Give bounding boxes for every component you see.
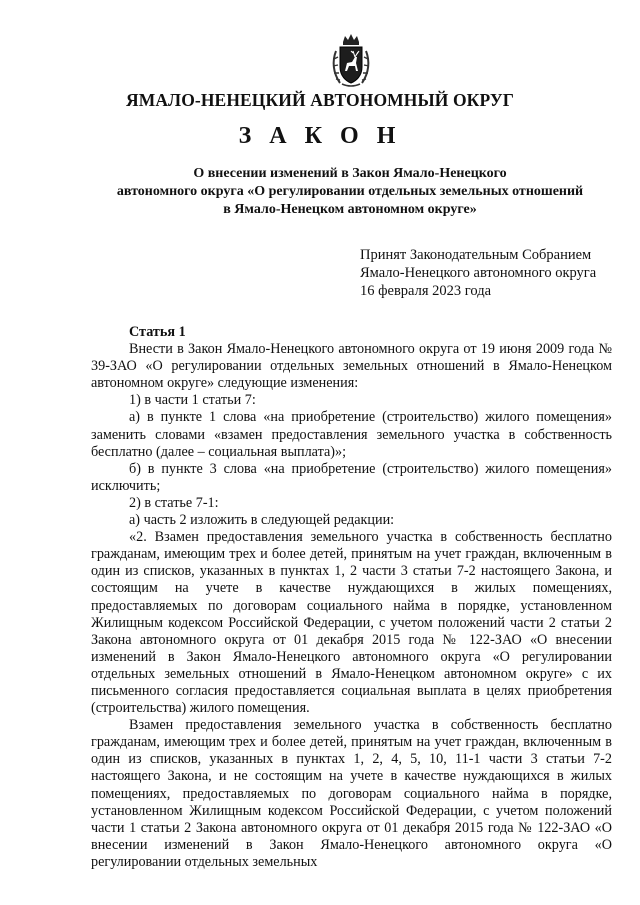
coat-of-arms-icon <box>330 33 372 89</box>
law-subject <box>70 165 630 219</box>
adoption-line: Принят Законодательным Собранием <box>360 247 592 263</box>
subject-line: в Ямало-Ненецком автономном округе» <box>223 202 477 217</box>
subject-line: О внесении изменений в Закон Ямало-Ненецкого <box>193 166 507 181</box>
paragraph: «2. Взамен предоставления земельного участка в собственность бесплатно гражданам, имеющим трех и более детей, принятым на учет граждан, включенным в один из списков, указанных в пунктах 1, 2 части 3 статьи 7-2 настоящего Закона, и состоящим на учете в качестве нуждающихся в жилых помещениях, предоставляемых по договорам социального найма в порядке, установленном Жилищным кодексом Российской Федерации, с учетом положений части 2 статьи 2 Закона автономного округа от 01 декабря 2015 года № 122-ЗАО «О внесении изменений в Закон Ямало-Ненецкого автономного округа «О регулировании отдельных земельных отношений в Ямало-Ненецком автономном округе» с их письменного согласия предоставляется социальная выплата в целях приобретения (строительства) жилого помещения. <box>91 529 612 717</box>
subject-line: автономного округа «О регулировании отдельных земельных отношений <box>116 184 584 199</box>
paragraph: Внести в Закон Ямало-Ненецкого автономного округа от 19 июня 2009 года № 39-ЗАО «О регулировании отдельных земельных отношений в Ямало-Ненецком автономном округе» следующие изменения: <box>91 341 612 392</box>
article-body <box>91 324 612 871</box>
paragraph: Взамен предоставления земельного участка в собственность бесплатно гражданам, имеющим трех и более детей, принятым на учет граждан, включенным в один из списков, указанных в пунктах 1, 2, 4, 5, 10, 11-1 части 3 статьи 7-2 настоящего Закона, и не состоящим на учете в качестве нуждающихся в жилых помещениях, предоставляемых по договорам социального найма в порядке, установленном Жилищным кодексом Российской Федерации, с учетом положений части 1 статьи 2 Закона автономного округа от 01 декабря 2015 года № 122-ЗАО «О внесении изменений в Закон Ямало-Ненецкого автономного округа «О регулировании отдельных земельных <box>91 717 612 870</box>
paragraph: а) в пункте 1 слова «на приобретение (строительство) жилого помещения» заменить словами «взамен предоставления земельного участка в собственность бесплатно (далее – социальная выплата)»; <box>91 409 612 460</box>
region-title: ЯМАЛО-НЕНЕЦКИЙ АВТОНОМНЫЙ ОКРУГ <box>125 90 515 110</box>
adoption-line: Ямало-Ненецкого автономного округа <box>360 265 597 281</box>
paragraph: 1) в части 1 статьи 7: <box>129 392 256 409</box>
adoption-date: 16 февраля 2023 года <box>360 283 492 299</box>
document-type-title: З А К О Н <box>238 123 402 149</box>
paragraph: б) в пункте 3 слова «на приобретение (строительство) жилого помещения» исключить; <box>91 460 612 494</box>
paragraph: 2) в статье 7-1: <box>129 494 219 511</box>
adoption-note <box>360 246 596 300</box>
paragraph: а) часть 2 изложить в следующей редакции: <box>129 512 395 529</box>
article-title: Статья 1 <box>129 324 186 340</box>
